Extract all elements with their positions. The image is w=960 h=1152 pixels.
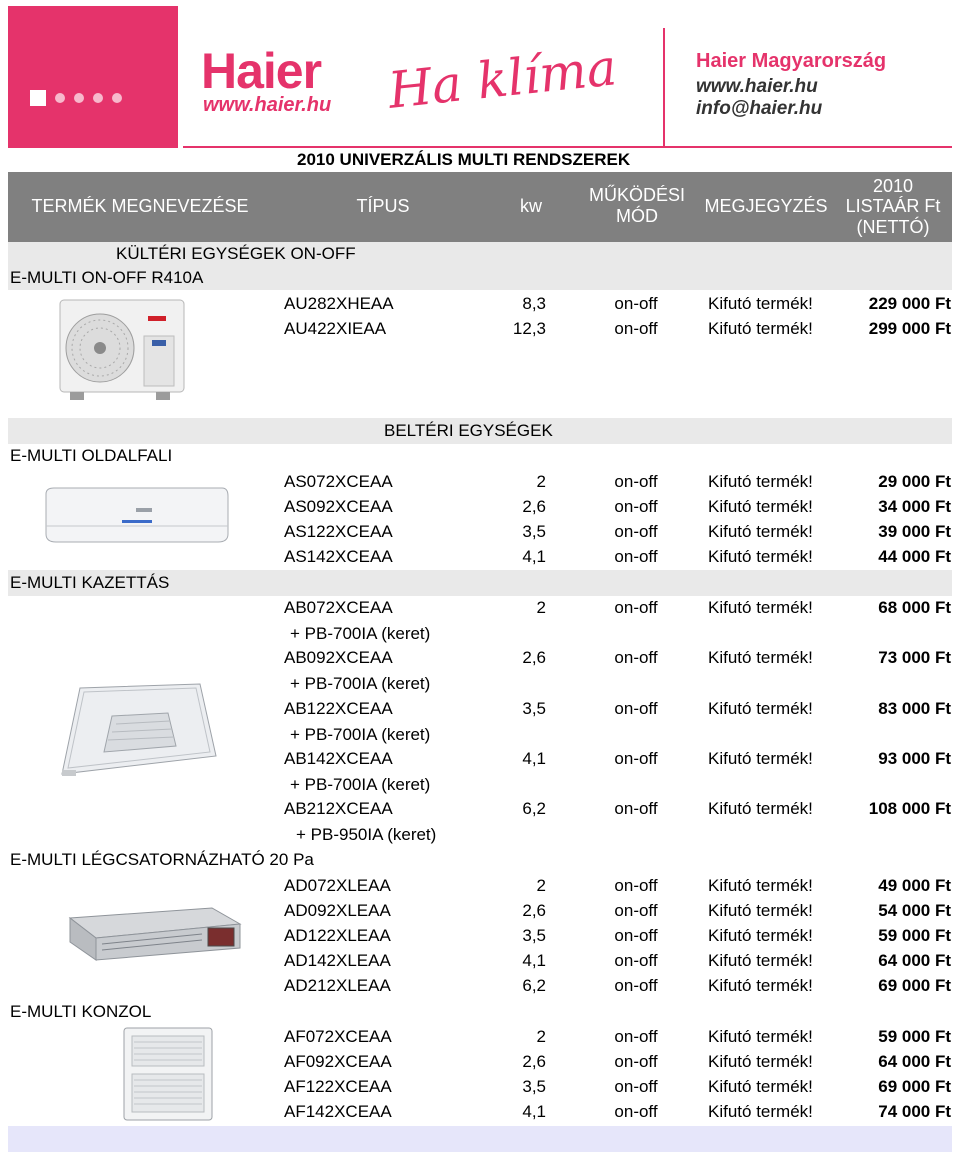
table-row: AF072XCEAA 2 on-off Kifutó termék! 59 000 Ft	[284, 1027, 951, 1046]
frame-kit: + PB-700IA (keret)	[290, 624, 431, 643]
table-row: AF092XCEAA 2,6 on-off Kifutó termék! 64 000 Ft	[284, 1052, 951, 1071]
table-row: AD212XLEAA 6,2 on-off Kifutó termék! 69 000 Ft	[284, 976, 951, 995]
brand-block	[8, 6, 178, 148]
company-url: www.haier.hu	[696, 76, 818, 97]
campaign-logo: Ha klíma	[385, 38, 620, 120]
page-title: 2010 UNIVERZÁLIS MULTI RENDSZEREK	[297, 150, 631, 169]
table-row: AB122XCEAA 3,5 on-off Kifutó termék! 83 000 Ft	[284, 699, 951, 718]
header-divider	[663, 28, 665, 146]
frame-kit: + PB-700IA (keret)	[290, 674, 431, 693]
table-row: AD072XLEAA 2 on-off Kifutó termék! 49 000 Ft	[284, 876, 951, 895]
col-price-3: (NETTÓ)	[856, 217, 930, 237]
frame-kit: + PB-700IA (keret)	[290, 775, 431, 794]
cassette-group: E-MULTI KAZETTÁS	[10, 573, 170, 592]
table-row: AS072XCEAA 2 on-off Kifutó termék! 29 000 Ft	[284, 472, 951, 491]
outdoor-group: E-MULTI ON-OFF R410A	[10, 268, 204, 287]
col-price-1: 2010	[872, 176, 914, 196]
company-email: info@haier.hu	[696, 98, 823, 119]
table-row: AB212XCEAA 6,2 on-off Kifutó termék! 108 000 Ft	[284, 799, 951, 818]
header-underline	[183, 146, 952, 148]
company-name: Haier Magyarország	[696, 50, 887, 72]
wall-group: E-MULTI OLDALFALI	[10, 446, 173, 465]
wall-unit-image	[40, 484, 232, 548]
table-row: AS092XCEAA 2,6 on-off Kifutó termék! 34 000 Ft	[284, 497, 951, 516]
indoor-heading: BELTÉRI EGYSÉGEK	[384, 421, 553, 440]
col-price-2: LISTAÁR Ft	[845, 196, 941, 216]
table-row: AS142XCEAA 4,1 on-off Kifutó termék! 44 000 Ft	[284, 547, 951, 566]
col-mode-1: MŰKÖDÉSI	[588, 185, 685, 205]
header-banner	[8, 6, 952, 148]
col-kw: kw	[520, 196, 542, 216]
duct-group: E-MULTI LÉGCSATORNÁZHATÓ 20 Pa	[10, 850, 314, 869]
col-type: TÍPUS	[356, 196, 410, 216]
frame-kit: + PB-700IA (keret)	[290, 725, 431, 744]
table-row: AB142XCEAA 4,1 on-off Kifutó termék! 93 000 Ft	[284, 749, 951, 768]
table-row: AD122XLEAA 3,5 on-off Kifutó termék! 59 000 Ft	[284, 926, 951, 945]
table-row: AB092XCEAA 2,6 on-off Kifutó termék! 73 000 Ft	[284, 648, 951, 667]
table-row: AD092XLEAA 2,6 on-off Kifutó termék! 54 000 Ft	[284, 901, 951, 920]
haier-url: www.haier.hu	[203, 94, 332, 116]
table-row: AS122XCEAA 3,5 on-off Kifutó termék! 39 000 Ft	[284, 522, 951, 541]
col-mode-2: MÓD	[616, 206, 658, 226]
haier-logo: Haier	[201, 43, 322, 99]
table-row: AF122XCEAA 3,5 on-off Kifutó termék! 69 000 Ft	[284, 1077, 951, 1096]
frame-kit: + PB-950IA (keret)	[296, 825, 437, 844]
dots-ornament	[30, 90, 122, 106]
footer-bar	[8, 1126, 952, 1152]
col-name: TERMÉK MEGNEVEZÉSE	[31, 196, 249, 216]
cassette-unit-image	[50, 680, 220, 788]
table-row: AU282XHEAA 8,3 on-off Kifutó termék! 229 000 Ft	[284, 294, 951, 313]
table-row: AF142XCEAA 4,1 on-off Kifutó termék! 74 000 Ft	[284, 1102, 951, 1121]
outdoor-unit-image	[56, 296, 190, 404]
table-row: AD142XLEAA 4,1 on-off Kifutó termék! 64 000 Ft	[284, 951, 951, 970]
console-unit-image	[120, 1024, 216, 1124]
table-header	[8, 172, 952, 242]
duct-unit-image	[62, 904, 246, 964]
table-row: AB072XCEAA 2 on-off Kifutó termék! 68 000 Ft	[284, 598, 951, 617]
console-group: E-MULTI KONZOL	[10, 1002, 152, 1021]
col-note: MEGJEGYZÉS	[704, 196, 828, 216]
table-row: AU422XIEAA 12,3 on-off Kifutó termék! 299 000 Ft	[284, 319, 951, 338]
outdoor-heading: KÜLTÉRI EGYSÉGEK ON-OFF	[116, 244, 356, 263]
